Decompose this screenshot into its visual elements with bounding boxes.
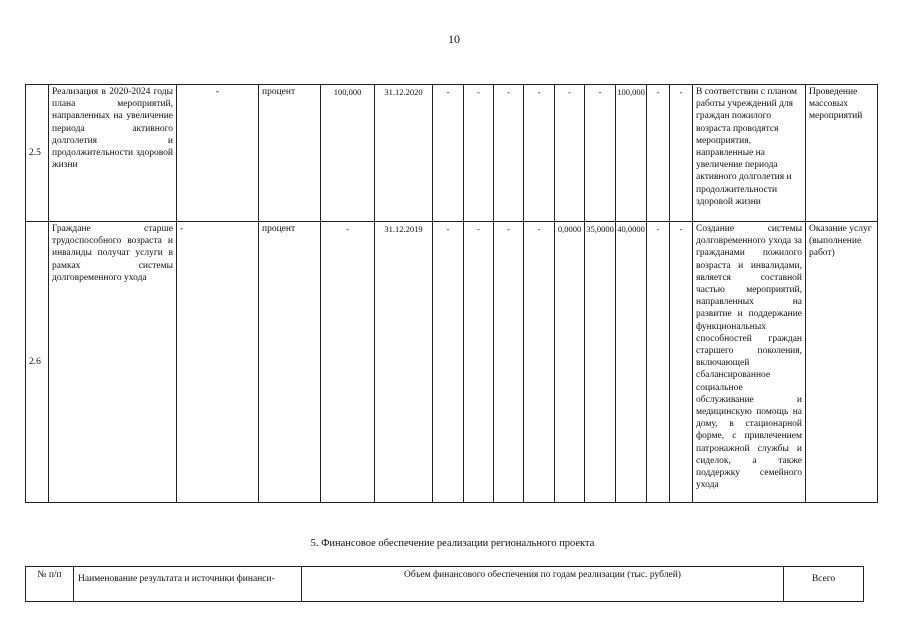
- year-value: -: [524, 85, 555, 222]
- year-value: -: [670, 222, 693, 503]
- year-value: -: [494, 85, 524, 222]
- unit: процент: [259, 85, 321, 222]
- header-volume: Объем финансового обеспечения по годам реализации (тыс. рублей): [302, 567, 784, 602]
- year-value: -: [464, 222, 494, 503]
- year-value: -: [670, 85, 693, 222]
- table-row: [26, 222, 878, 503]
- table-row: [26, 85, 878, 222]
- year-value: -: [524, 222, 555, 503]
- description: В соответствии с планом работы учреждений для граждан пожилого возраста проводятся мероприятия, направленные на увеличение периода активного долголетия и продолжительности здоровой жизни: [693, 85, 806, 222]
- result-type: Проведение массовых мероприятий: [806, 85, 878, 222]
- year-value: -: [585, 85, 616, 222]
- year-value: -: [647, 85, 670, 222]
- result-type: Оказание услуг (выполнение работ): [806, 222, 878, 503]
- header-name: Наименование результата и источники финанси-: [74, 567, 302, 602]
- year-value: -: [433, 222, 464, 503]
- header-num: № п/п: [26, 567, 74, 602]
- header-total: Всего: [784, 567, 864, 602]
- unit: процент: [259, 222, 321, 503]
- year-value: -: [464, 85, 494, 222]
- year-value: -: [555, 85, 585, 222]
- section-title: 5. Финансовое обеспечение реализации регионального проекта: [310, 538, 595, 549]
- year-value: 0,0000: [555, 222, 585, 503]
- row-number: 2.5: [26, 85, 49, 222]
- result-text: Граждане старше трудоспособного возраста и инвалиды получат услуги в рамках системы долговременного ухода: [49, 222, 177, 503]
- base-date: 31.12.2020: [375, 85, 433, 222]
- page-number: 10: [448, 32, 460, 46]
- description: Создание системы долговременного ухода за гражданами пожилого возраста и инвалидами, является составной частью мероприятий, направленных на развитие и поддержание функциональных способностей граждан старшего поколения, включающей сбалансированное социальное обслуживание и медицинскую помощь на дому, в стационарной форме, с привлечением патронажной службы и сиделок, а также поддержку семейного ухода: [693, 222, 806, 503]
- base-date: 31.12.2019: [375, 222, 433, 503]
- result-text: Реализация в 2020-2024 годы плана мероприятий, направленных на увеличение периода активного долголетия и продолжительности здоровой жизни: [49, 85, 177, 222]
- year-value: -: [647, 222, 670, 503]
- cell-col3: -: [177, 85, 259, 222]
- results-table: [25, 84, 878, 503]
- row-number: 2.6: [26, 222, 49, 503]
- year-value: 40,0000: [616, 222, 647, 503]
- year-value: -: [433, 85, 464, 222]
- table-row: [26, 567, 864, 602]
- year-value: 35,0000: [585, 222, 616, 503]
- finance-table-header: [25, 566, 864, 602]
- year-value: 100,000: [616, 85, 647, 222]
- cell-col3: -: [177, 222, 259, 503]
- year-value: -: [494, 222, 524, 503]
- base-value: 100,000: [321, 85, 375, 222]
- base-value: -: [321, 222, 375, 503]
